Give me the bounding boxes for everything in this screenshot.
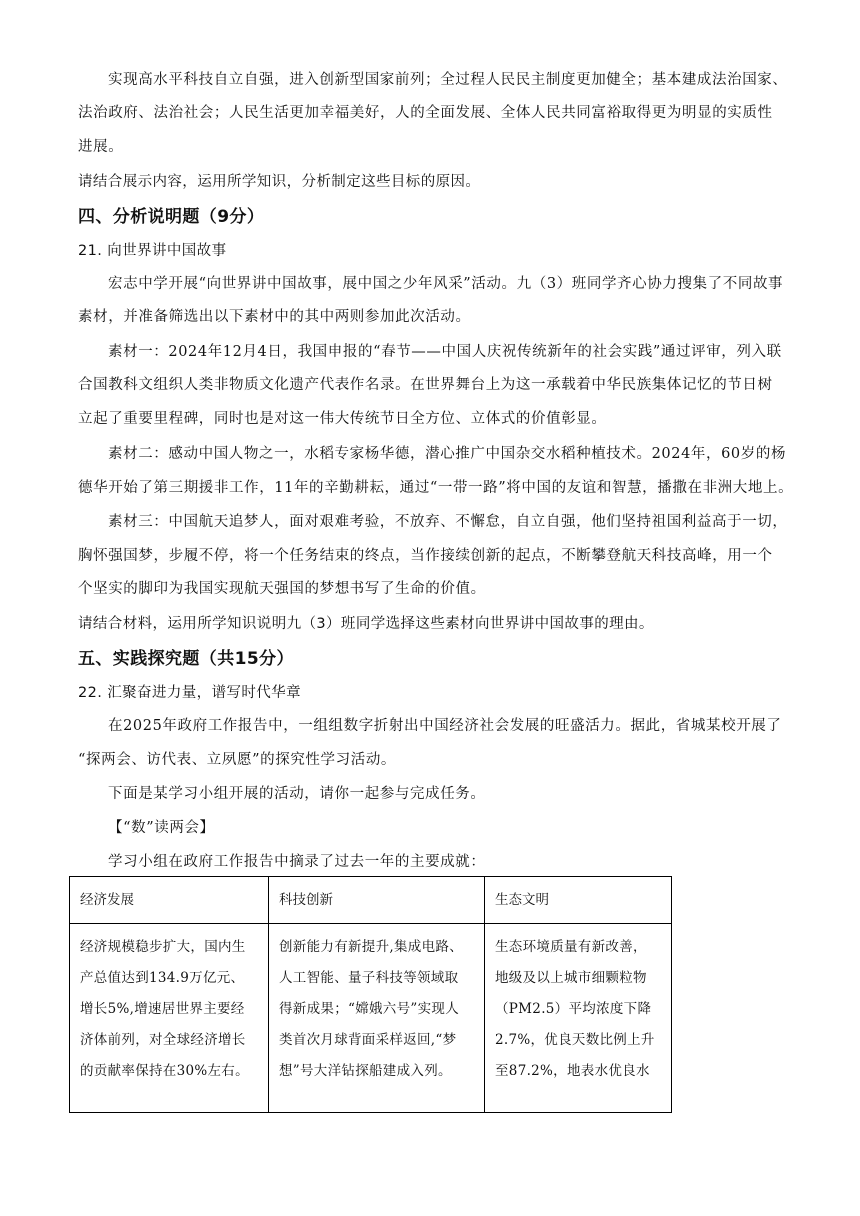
material-line: 素材一：2024年12月4日，我国申报的“春节——中国人庆祝传统新年的社会实践”通过评审，列入联: [108, 344, 782, 360]
table-header-cell: 生态文明: [485, 877, 672, 924]
table-header-row: [70, 877, 672, 924]
cell-line: 创新能力有新提升,集成电路、: [279, 939, 463, 955]
paragraph-line: 进展。: [78, 139, 124, 155]
cell-line: 2.7%，优良天数比例上升: [495, 1032, 655, 1048]
cell-line: 的贡献率保持在30%左右。: [80, 1063, 249, 1079]
table-cell-technology: [269, 924, 485, 1113]
material-line: 立起了重要里程碑，同时也是对这一伟大传统节日全方位、立体式的价值彰显。: [78, 411, 607, 427]
material-line: 德华开始了第三期援非工作，11年的辛勤耕耘，通过“一带一路”将中国的友谊和智慧，播撒在非洲大地上。: [78, 480, 794, 496]
question-title: 21. 向世界讲中国故事: [78, 243, 227, 259]
cell-line: 至87.2%，地表水优良水: [495, 1063, 650, 1079]
material-line: 合国教科文组织人类非物质文化遗产代表作名录。在世界舞台上为这一承载着中华民族集体记忆的节日树: [78, 377, 773, 393]
table-cell-economy: [70, 924, 269, 1113]
paragraph-line: 法治政府、法治社会；人民生活更加幸福美好，人的全面发展、全体人民共同富裕取得更为明显的实质性: [78, 105, 773, 121]
question-title: 22. 汇聚奋进力量，谱写时代华章: [78, 685, 301, 701]
cell-line: 生态环境质量有新改善，: [495, 939, 647, 955]
achievements-table: [69, 876, 672, 1113]
cell-line: 类首次月球背面采样返回,“梦: [279, 1032, 457, 1048]
material-line: 个坚实的脚印为我国实现航天强国的梦想书写了生命的价值。: [78, 581, 486, 597]
cell-line: 产总值达到134.9万亿元、: [80, 970, 245, 986]
cell-line: 得新成果；“嫦娥六号”实现人: [279, 1001, 460, 1017]
activity-subtitle: 【“数”读两会】: [108, 820, 215, 836]
task-line: 下面是某学习小组开展的活动，请你一起参与完成任务。: [108, 786, 486, 802]
material-line: 胸怀强国梦，步履不停，将一个任务结束的终点，当作接续创新的起点，不断攀登航天科技高峰，用一个: [78, 548, 773, 564]
table-header-cell: 经济发展: [70, 877, 269, 924]
paragraph-line: 实现高水平科技自立自强，进入创新型国家前列；全过程人民民主制度更加健全；基本建成法治国家、: [108, 72, 788, 88]
cell-line: （PM2.5）平均浓度下降: [495, 1001, 652, 1017]
cell-line: 经济规模稳步扩大，国内生: [80, 939, 246, 955]
material-line: 素材三：中国航天追梦人，面对艰难考验，不放弃、不懈怠，自立自强，他们坚持祖国利益高于一切，: [108, 514, 788, 530]
paragraph-line: 在2025年政府工作报告中，一组组数字折射出中国经济社会发展的旺盛活力。据此，省城某校开展了: [108, 718, 782, 734]
cell-line: 人工智能、量子科技等领域取: [279, 970, 459, 986]
section-heading: 四、分析说明题（9分）: [78, 207, 265, 227]
table-row: [70, 924, 672, 1113]
paragraph-line: 宏志中学开展“向世界讲中国故事，展中国之少年风采”活动。九（3）班同学齐心协力搜集了不同故事: [108, 276, 784, 292]
paragraph-line: “探两会、访代表、立夙愿”的探究性学习活动。: [78, 752, 397, 768]
cell-line: 增长5%,增速居世界主要经: [80, 1001, 245, 1017]
table-cell-ecology: [485, 924, 672, 1113]
paragraph-line: 素材，并准备筛选出以下素材中的其中两则参加此次活动。: [78, 309, 471, 325]
section-heading: 五、实践探究题（共15分）: [78, 649, 294, 669]
cell-line: 想”号大洋钻探船建成入列。: [279, 1063, 452, 1079]
table-header-cell: 科技创新: [269, 877, 485, 924]
material-line: 素材二：感动中国人物之一，水稻专家杨华德，潜心推广中国杂交水稻种植技术。2024年，60岁的杨: [108, 446, 787, 462]
question-prompt: 请结合展示内容，运用所学知识，分析制定这些目标的原因。: [78, 174, 481, 190]
cell-line: 地级及以上城市细颗粒物: [495, 970, 647, 986]
table-intro: 学习小组在政府工作报告中摘录了过去一年的主要成就：: [108, 854, 486, 870]
cell-line: 济体前列，对全球经济增长: [80, 1032, 246, 1048]
question-prompt: 请结合材料，运用所学知识说明九（3）班同学选择这些素材向世界讲中国故事的理由。: [78, 616, 654, 632]
